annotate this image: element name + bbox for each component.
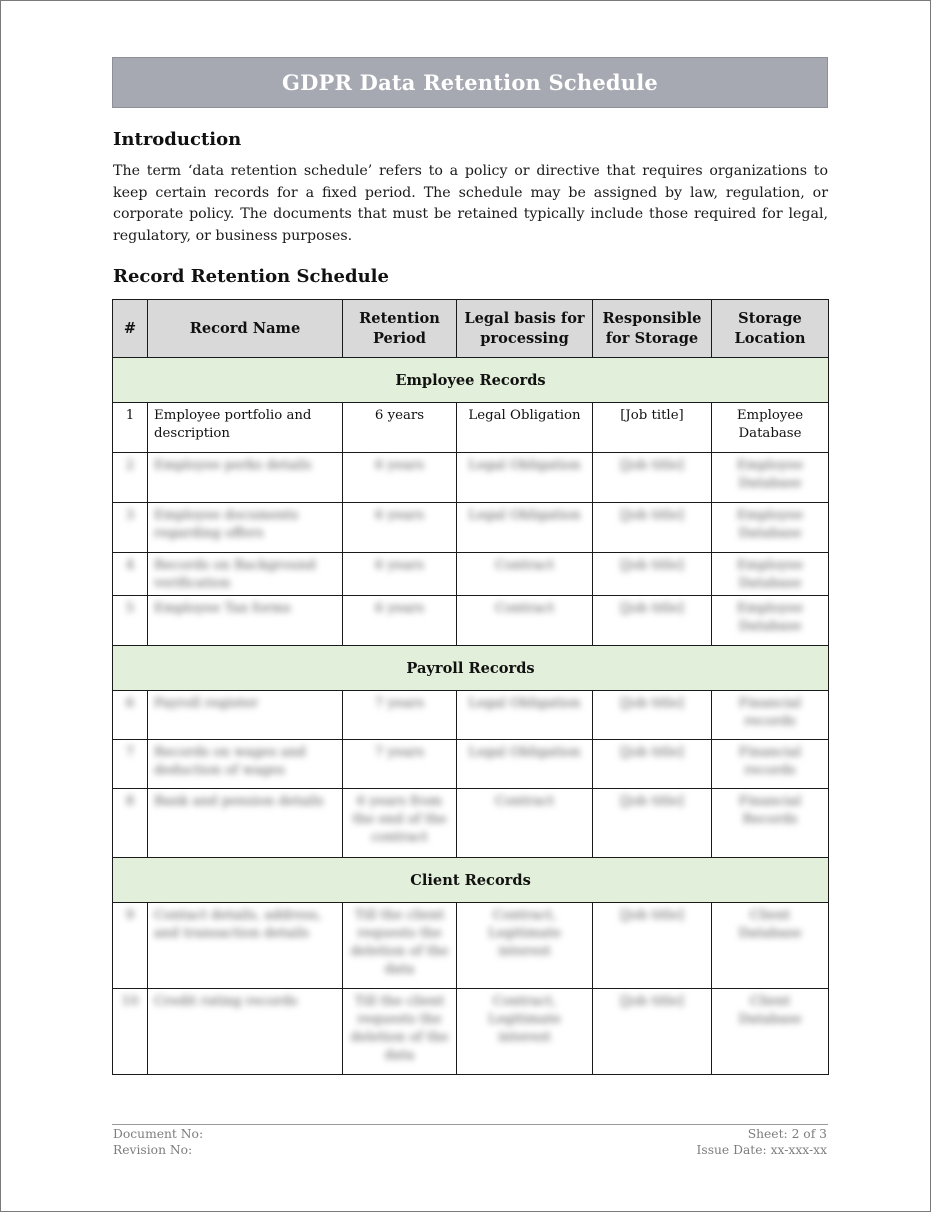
responsible-for-storage: [Job title] bbox=[620, 794, 684, 809]
legal-basis: Contract bbox=[494, 794, 555, 809]
document-title: GDPR Data Retention Schedule bbox=[112, 57, 828, 108]
record-name: Records on Background verification bbox=[154, 558, 316, 591]
record-name: Employee documents regarding offers bbox=[154, 508, 299, 541]
column-header: # bbox=[113, 300, 148, 358]
retention-period: 7 years bbox=[374, 745, 425, 760]
table-row bbox=[113, 453, 829, 503]
table-row bbox=[113, 503, 829, 553]
row-number: 4 bbox=[125, 558, 135, 573]
section-title: Client Records bbox=[113, 858, 829, 903]
legal-basis: Contract bbox=[494, 601, 555, 616]
row-number: 3 bbox=[125, 508, 135, 523]
responsible-for-storage: [Job title] bbox=[620, 558, 684, 573]
retention-period: 6 years bbox=[374, 508, 425, 523]
retention-period: Till the client requests the deletion of the data bbox=[350, 994, 449, 1063]
responsible-for-storage: [Job title] bbox=[620, 408, 684, 423]
column-header: Responsible for Storage bbox=[593, 300, 712, 358]
legal-basis: Contract bbox=[494, 558, 555, 573]
table-row bbox=[113, 903, 829, 989]
responsible-for-storage: [Job title] bbox=[620, 908, 684, 923]
section-row bbox=[113, 358, 829, 403]
responsible-for-storage: [Job title] bbox=[620, 745, 684, 760]
issue-date: Issue Date: xx-xxx-xx bbox=[696, 1143, 827, 1157]
storage-location: Employee Database bbox=[736, 601, 804, 634]
schedule-heading: Record Retention Schedule bbox=[113, 266, 389, 287]
row-number: 9 bbox=[125, 908, 135, 923]
responsible-for-storage: [Job title] bbox=[620, 458, 684, 473]
retention-period: 6 years bbox=[374, 408, 425, 423]
retention-period: 6 years from the end of the contract bbox=[352, 794, 447, 845]
section-row bbox=[113, 858, 829, 903]
row-number: 1 bbox=[125, 408, 135, 423]
record-name: Payroll register bbox=[154, 696, 259, 711]
introduction-paragraph: The term ‘data retention schedule’ refers to a policy or directive that requires organizations to keep certain records for a fixed period. The schedule may be assigned by law, regulation, or corporate policy. The documents that must be retained typically include those required for legal, regulatory, or business purposes. bbox=[113, 163, 828, 245]
retention-period: 6 years bbox=[374, 601, 425, 616]
retention-period: 7 years bbox=[374, 696, 425, 711]
retention-period: 6 years bbox=[374, 558, 425, 573]
storage-location: Employee Database bbox=[736, 508, 804, 541]
row-number: 6 bbox=[125, 696, 135, 711]
table-row bbox=[113, 596, 829, 646]
storage-location: Financial Records bbox=[738, 794, 802, 827]
column-header: Record Name bbox=[148, 300, 343, 358]
storage-location: Financial records bbox=[738, 745, 802, 778]
column-header: Retention Period bbox=[343, 300, 457, 358]
retention-schedule-table bbox=[112, 299, 829, 1075]
column-header: Legal basis for processing bbox=[457, 300, 593, 358]
responsible-for-storage: [Job title] bbox=[620, 508, 684, 523]
responsible-for-storage: [Job title] bbox=[620, 601, 684, 616]
row-number: 5 bbox=[125, 601, 135, 616]
row-number: 7 bbox=[125, 745, 135, 760]
table-header-row bbox=[113, 300, 829, 358]
section-row bbox=[113, 646, 829, 691]
section-title: Employee Records bbox=[113, 358, 829, 403]
retention-period: Till the client requests the deletion of the data bbox=[350, 908, 449, 977]
table-row bbox=[113, 740, 829, 789]
column-header: Storage Location bbox=[712, 300, 829, 358]
document-number: Document No: bbox=[113, 1127, 204, 1141]
record-name: Credit rating records bbox=[154, 994, 298, 1009]
retention-period: 6 years bbox=[374, 458, 425, 473]
table-row bbox=[113, 553, 829, 596]
table-row bbox=[113, 403, 829, 453]
sheet-number: Sheet: 2 of 3 bbox=[747, 1127, 827, 1141]
legal-basis: Legal Obligation bbox=[468, 408, 581, 423]
record-name: Employee Tax forms bbox=[154, 601, 291, 616]
storage-location: Client Database bbox=[738, 994, 802, 1027]
footer-divider bbox=[112, 1124, 828, 1125]
section-title: Payroll Records bbox=[113, 646, 829, 691]
row-number: 10 bbox=[121, 994, 139, 1009]
legal-basis: Legal Obligation bbox=[468, 745, 581, 760]
storage-location: Client Database bbox=[738, 908, 802, 941]
responsible-for-storage: [Job title] bbox=[620, 994, 684, 1009]
record-name: Employee perks details bbox=[154, 458, 312, 473]
table-row bbox=[113, 989, 829, 1075]
responsible-for-storage: [Job title] bbox=[620, 696, 684, 711]
record-name: Employee portfolio and description bbox=[154, 408, 312, 441]
storage-location: Employee Database bbox=[736, 558, 804, 591]
storage-location: Financial records bbox=[738, 696, 802, 729]
table-row bbox=[113, 691, 829, 740]
legal-basis: Legal Obligation bbox=[468, 508, 581, 523]
legal-basis: Legal Obligation bbox=[468, 458, 581, 473]
record-name: Records on wages and deduction of wages bbox=[154, 745, 306, 778]
storage-location: Employee Database bbox=[736, 408, 804, 441]
storage-location: Employee Database bbox=[736, 458, 804, 491]
record-name: Bank and pension details bbox=[154, 794, 324, 809]
legal-basis: Contract, Legitimate interest bbox=[488, 994, 561, 1045]
legal-basis: Contract, Legitimate interest bbox=[488, 908, 561, 959]
revision-number: Revision No: bbox=[113, 1143, 193, 1157]
row-number: 8 bbox=[125, 794, 135, 809]
introduction-heading: Introduction bbox=[113, 129, 242, 150]
record-name: Contact details, address, and transaction details bbox=[154, 908, 322, 941]
legal-basis: Legal Obligation bbox=[468, 696, 581, 711]
table-row bbox=[113, 789, 829, 858]
row-number: 2 bbox=[125, 458, 135, 473]
